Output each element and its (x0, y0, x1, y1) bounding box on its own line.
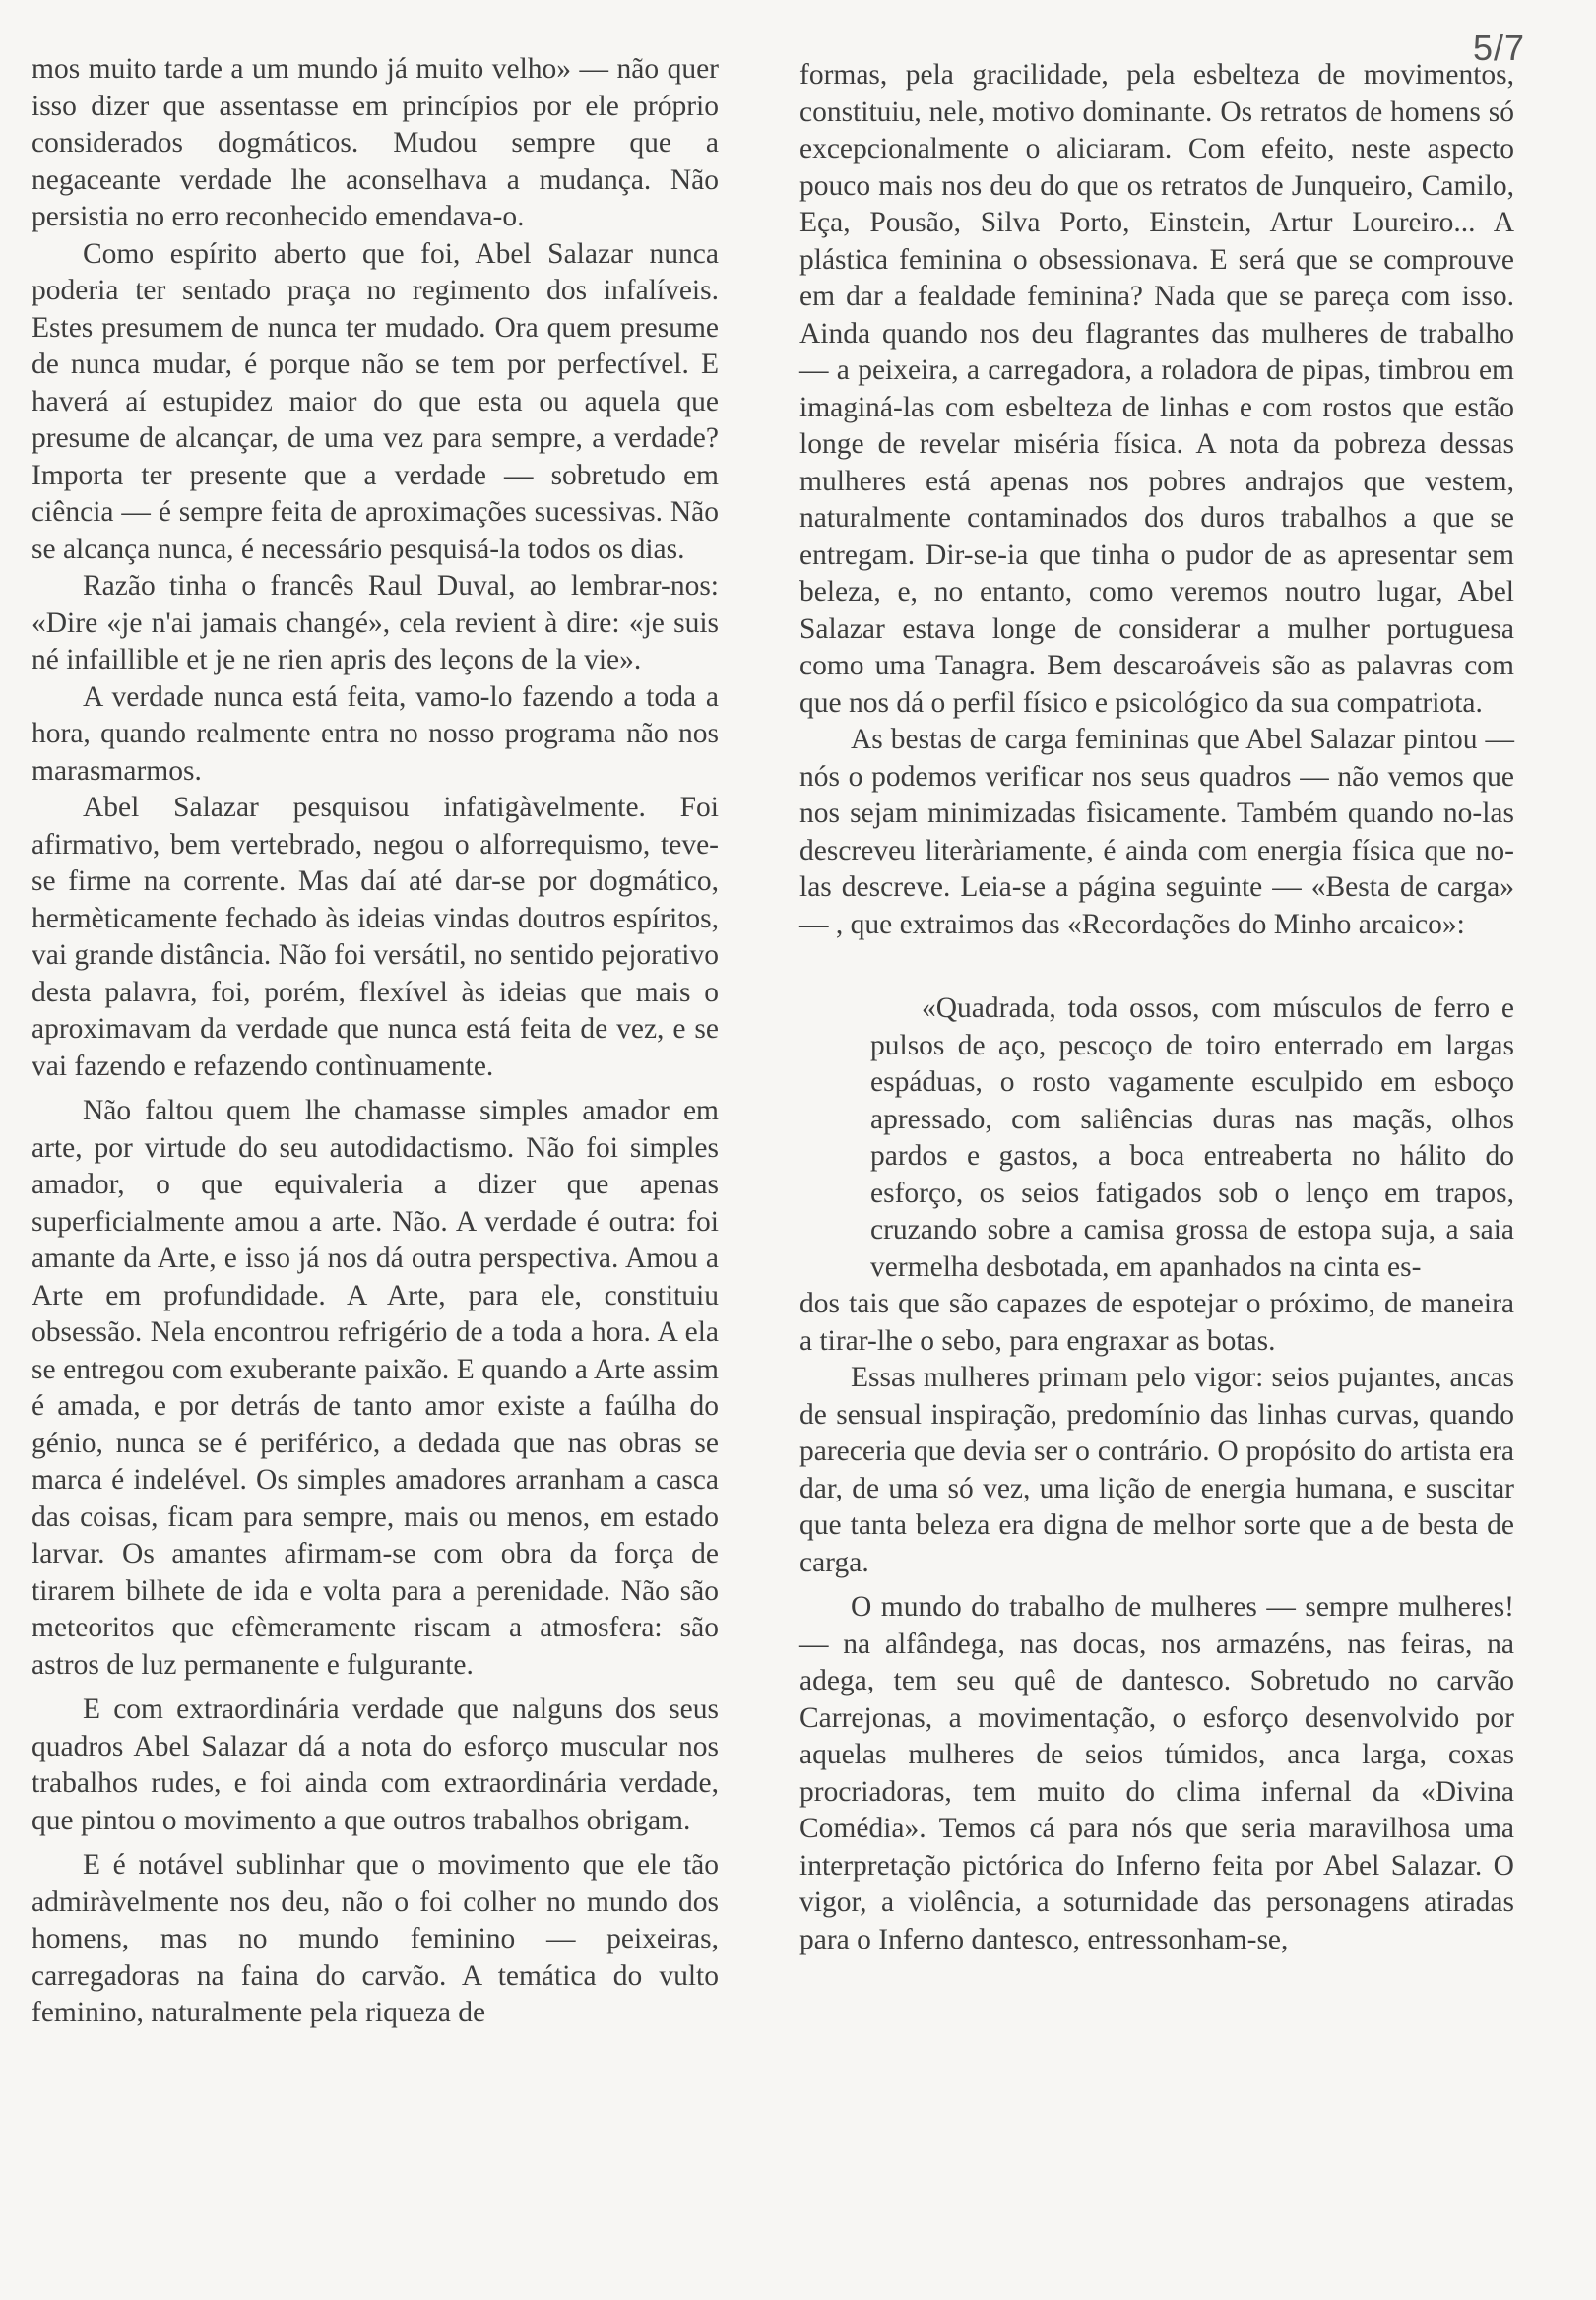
paragraph: Abel Salazar pesquisou infatigàvelmente. Foi afirmativo, bem vertebrado, negou o alforrequismo, teve-se firme na corrente. Mas daí até dar-se por dogmático, hermèticamente fechado às ideias vindas doutros espíritos, vai grande distância. Não foi versátil, no sentido pejorativo desta palavra, foi, porém, flexível às ideias que mais o aproximavam da verdade que nunca está feita de vez, e se vai fazendo e refazendo contìnuamente. (32, 792, 719, 1082)
paragraph: formas, pela gracilidade, pela esbelteza de movimentos, constituiu, nele, motivo dominante. Os retratos de homens só excepcionalmente o aliciaram. Com efeito, neste aspecto pouco mais nos deu do que os retratos de Junqueiro, Camilo, Eça, Pousão, Silva Porto, Einstein, Artur Loureiro... A plástica feminina o obsessionava. E será que se comprouve em dar a fealdade feminina? Nada que se pareça com isso. Ainda quando nos deu flagrantes das mulheres de trabalho — a peixeira, a carregadora, a roladora de pipas, timbrou em imaginá-las com esbelteza de linhas e com rostos que estão longe de revelar miséria física. A nota da pobreza dessas mulheres está apenas nos pobres andrajos que vestem, naturalmente contaminados dos duros trabalhos a que se entregam. Dir-se-ia que tinha o pudor de as apresentar sem beleza, e, no entanto, como veremos noutro lugar, Abel Salazar estava longe de considerar a mulher portuguesa como uma Tanagra. Bem descaroáveis são as palavras com que nos dá o perfil físico e psicológico da sua compatriota. (799, 59, 1514, 719)
quote-continuation: dos tais que são capazes de espotejar o próximo, de maneira a tirar-lhe o sebo, para engraxar as botas. (799, 1288, 1514, 1357)
paragraph: Essas mulheres primam pelo vigor: seios pujantes, ancas de sensual inspiração, predomínio das linhas curvas, quando pareceria que devia ser o contrário. O propósito do artista era dar, de uma só vez, uma lição de energia humana, e suscitar que tanta beleza era digna de melhor sorte que a de besta de carga. (799, 1362, 1514, 1578)
paragraph: mos muito tarde a um mundo já muito velho» — não quer isso dizer que assentasse em princípios por ele próprio considerados dogmáticos. Mudou sempre que a negaceante verdade lhe aconselhava a mudança. Não persistia no erro reconhecido emendava-o. (32, 53, 719, 232)
block-quote (870, 990, 1514, 1286)
quote-text: «Quadrada, toda ossos, com músculos de ferro e pulsos de aço, pescoço de toiro enterrado em largas espáduas, o rosto vagamente esculpido em esboço apressado, com saliências duras nas maçãs, olhos pardos e gastos, a boca entreaberta no hálito do esforço, os seios fatigados sob o lenço em trapos, cruzando sobre a camisa grossa de estopa suja, a saia vermelha desbotada, em apanhados na cinta es- (870, 992, 1514, 1283)
left-column (32, 51, 719, 2032)
paragraph: A verdade nunca está feita, vamo-lo fazendo a toda a hora, quando realmente entra no nosso programa não nos marasmarmos. (32, 680, 719, 787)
paragraph: O mundo do trabalho de mulheres — sempre mulheres! — na alfândega, nas docas, nos armazéns, nas feiras, na adega, tem seu quê de dantesco. Sobretudo no carvão Carrejonas, a movimentação, o esforço desenvolvido por aquelas mulheres de seios túmidos, anca larga, coxas procriadoras, tem muito do clima infernal da «Divina Comédia». Temos cá para nós que seria maravilhosa uma interpretação pictórica do Inferno feita por Abel Salazar. O vigor, a violência, a soturnidade das personagens atiradas para o Inferno dantesco, entressonham-se, (799, 1591, 1514, 1955)
paragraph: As bestas de carga femininas que Abel Salazar pintou — nós o podemos verificar nos seus quadros — não vemos que nos sejam minimizadas fìsicamente. Também quando no-las descreveu literàriamente, é ainda com energia física que no-las descreve. Leia-se a página seguinte — «Besta de carga» — , que extraimos das «Recordações do Minho arcaico»: (799, 724, 1514, 940)
paragraph: Como espírito aberto que foi, Abel Salazar nunca poderia ter sentado praça no regimento dos infalíveis. Estes presumem de nunca ter mudado. Ora quem presume de nunca mudar, é porque não se tem por perfectível. E haverá aí estupidez maior do que esta ou aquela que presume de alcançar, de uma vez para sempre, a verdade? Importa ter presente que a verdade — sobretudo em ciência — é sempre feita de aproximações sucessivas. Não se alcança nunca, é necessário pesquisá-la todos os dias. (32, 237, 719, 565)
paragraph: E com extraordinária verdade que nalguns dos seus quadros Abel Salazar dá a nota do esforço muscular nos trabalhos rudes, e foi ainda com extraordinária verdade, que pintou o movimento a que outros trabalhos obrigam. (32, 1693, 719, 1836)
page-number: 5/7 (1472, 28, 1525, 68)
right-column (799, 57, 1514, 1958)
paragraph: E é notável sublinhar que o movimento que ele tão admiràvelmente nos deu, não o foi colher no mundo dos homens, mas no mundo feminino — peixeiras, carregadoras na faina do carvão. A temática do vulto feminino, naturalmente pela riqueza de (32, 1849, 719, 2028)
paragraph: Razão tinha o francês Raul Duval, ao lembrar-nos: «Dire «je n'ai jamais changé», cela revient à dire: «je suis né infaillible et je ne rien apris des leçons de la vie». (32, 570, 719, 675)
paragraph: Não faltou quem lhe chamasse simples amador em arte, por virtude do seu autodidactismo. Não foi simples amador, o que equivaleria a dizer que apenas superficialmente amou a arte. Não. A verdade é outra: foi amante da Arte, e isso já nos dá outra perspectiva. Amou a Arte em profundidade. A Arte, para ele, constituiu obsessão. Nela encontrou refrigério de a toda a hora. A ela se entregou com exuberante paixão. E quando a Arte assim é amada, e por detrás de tanto amor existe a faúlha do génio, nunca se é periférico, a dedada que nas obras se marca é indelével. Os simples amadores arranham a casca das coisas, ficam para sempre, mais ou menos, em estado larvar. Os amantes afirmam-se com obra da força de tirarem bilhete de ida e volta para a perenidade. Não são meteoritos que efèmeramente riscam a atmosfera: são astros de luz permanente e fulgurante. (32, 1095, 719, 1681)
